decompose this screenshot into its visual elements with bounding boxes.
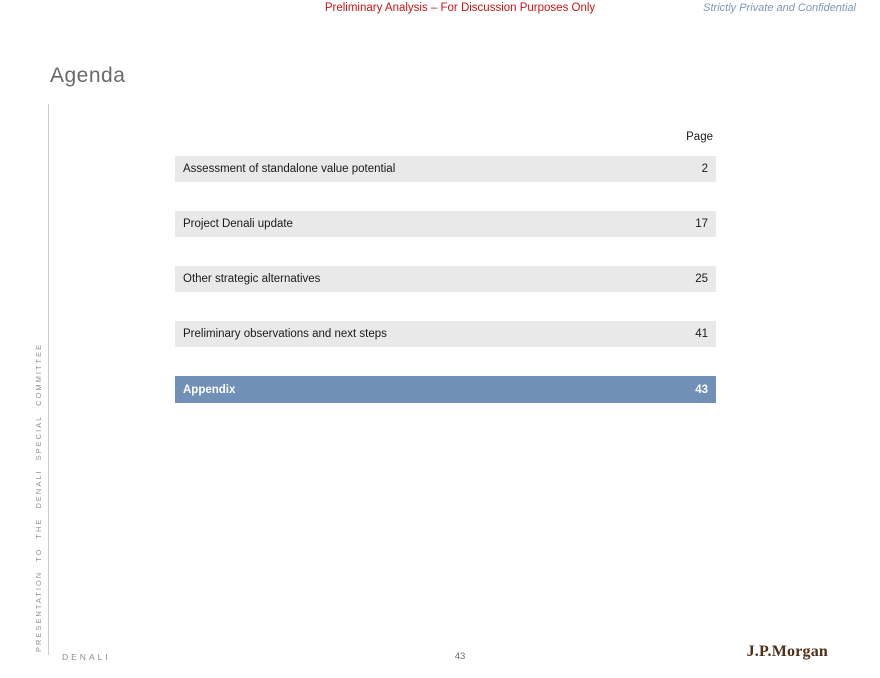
agenda-item-page: 17 [695,218,708,230]
agenda-row [175,321,716,347]
footer-project-name: DENALI [62,652,111,662]
page-column-header: Page [686,131,713,143]
footer-page-number: 43 [454,651,466,662]
agenda-row [175,211,716,237]
agenda-item-label: Preliminary observations and next steps [183,328,387,340]
agenda-item-label: Appendix [183,383,236,396]
page-title: Agenda [50,64,126,87]
header-disclaimer: Preliminary Analysis – For Discussion Purposes Only [324,2,596,14]
agenda-table [175,130,716,432]
agenda-row [175,376,716,403]
header-confidential-note: Strictly Private and Confidential [703,2,856,14]
agenda-item-label: Assessment of standalone value potential [183,163,396,175]
jpmorgan-logo: J.P.Morgan [746,643,828,660]
agenda-list [175,156,716,403]
sidebar-vertical-text: PRESENTATION TO THE DENALI SPECIAL COMMITTEE [34,342,43,652]
agenda-row [175,266,716,292]
agenda-item-page: 43 [695,383,708,396]
agenda-item-page: 2 [701,163,708,175]
agenda-row [175,156,716,182]
agenda-item-page: 41 [695,328,708,340]
agenda-item-page: 25 [695,273,708,285]
agenda-item-label: Project Denali update [183,218,293,230]
agenda-item-label: Other strategic alternatives [183,273,321,285]
sidebar-rule [48,104,49,655]
